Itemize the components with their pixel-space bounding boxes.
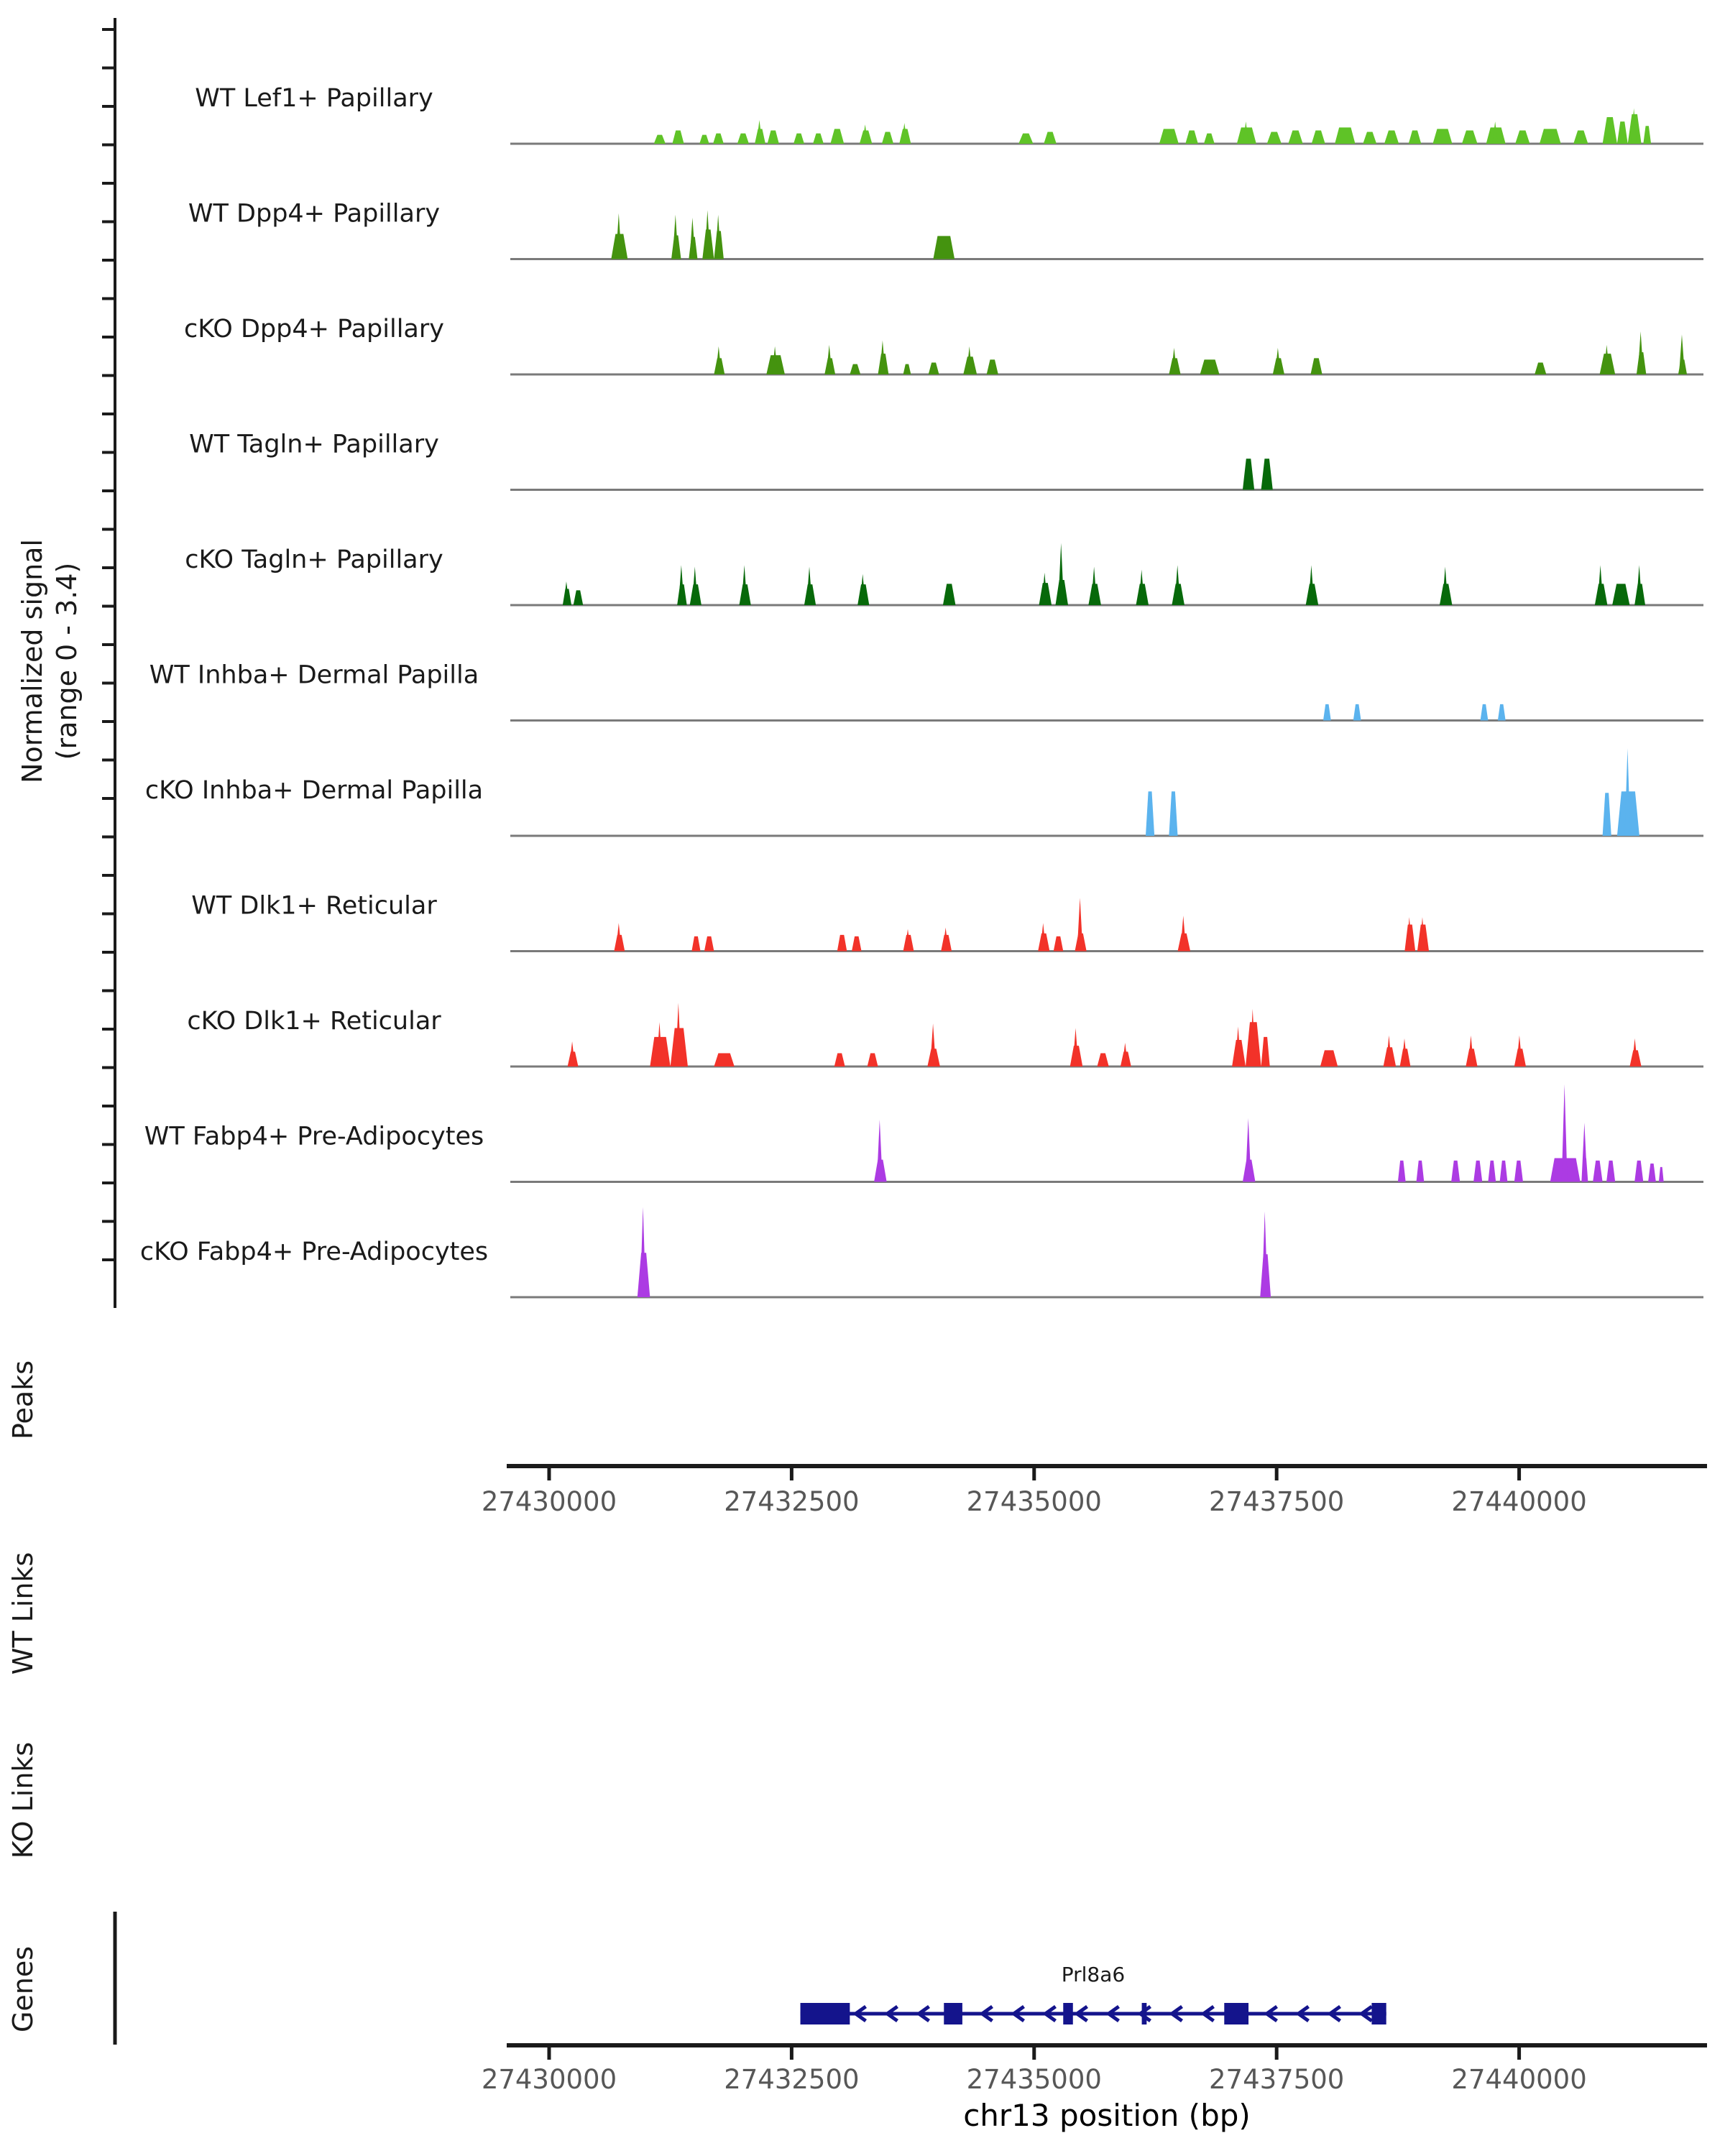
- track-label-wt-lef1: WT Lef1+ Papillary: [195, 84, 433, 113]
- gene-exon: [801, 2003, 850, 2024]
- track-label-cko-tagln: cKO Tagln+ Papillary: [185, 545, 443, 574]
- signal-peak: [1606, 1161, 1615, 1182]
- track-label-wt-inhba: WT Inhba+ Dermal Papilla: [149, 660, 479, 690]
- signal-peak: [943, 584, 956, 605]
- signal-peak: [672, 130, 684, 144]
- section-label-ko-links: KO Links: [7, 1741, 39, 1859]
- signal-peak: [1500, 1161, 1508, 1182]
- signal-peak: [1353, 704, 1361, 721]
- signal-peak: [1603, 793, 1611, 836]
- signal-peak: [1535, 363, 1546, 374]
- signal-peak: [713, 134, 724, 144]
- signal-peak: [1384, 130, 1399, 144]
- section-label-genes: Genes: [7, 1945, 39, 2033]
- track-label-wt-tagln: WT Tagln+ Papillary: [189, 430, 439, 459]
- x-axis-tick-label: 27430000: [481, 2064, 617, 2095]
- signal-peak: [882, 132, 893, 144]
- track-label-cko-inhba: cKO Inhba+ Dermal Papilla: [144, 776, 484, 805]
- signal-peak: [1320, 1050, 1338, 1067]
- track-label-wt-fabp4: WT Fabp4+ Pre-Adipocytes: [144, 1122, 484, 1151]
- signal-peak: [1462, 130, 1478, 144]
- signal-track-10: [638, 1207, 1271, 1297]
- signal-track-7: [614, 898, 1429, 951]
- signal-peak: [1363, 132, 1376, 144]
- signal-peak: [1044, 132, 1057, 144]
- signal-peak-spike: [1077, 898, 1083, 951]
- signal-peak: [1473, 1161, 1482, 1182]
- signal-y-axis: [102, 18, 115, 1308]
- signal-peak: [852, 936, 861, 952]
- signal-track-1: [611, 211, 954, 259]
- signal-peak-spike: [1679, 334, 1685, 374]
- signal-peak: [868, 1053, 878, 1067]
- signal-track-9: [874, 1084, 1664, 1182]
- signal-peak: [1261, 1037, 1270, 1067]
- signal-peak: [933, 236, 954, 259]
- signal-peak: [768, 130, 779, 144]
- gene-name-label: Prl8a6: [1061, 1963, 1126, 1986]
- section-label-wt-links: WT Links: [7, 1552, 39, 1675]
- signal-peak: [1323, 704, 1331, 721]
- signal-peak-spike: [1581, 1123, 1587, 1181]
- x-axis-tick-label: 27430000: [481, 1486, 617, 1517]
- signal-peak-spike: [1562, 1084, 1568, 1182]
- x-axis-tick-label: 27437500: [1209, 1486, 1345, 1517]
- signal-track-6: [1146, 749, 1639, 836]
- signal-peak: [1204, 134, 1215, 144]
- signal-peak: [1432, 129, 1452, 144]
- x-axis-tick-label: 27437500: [1209, 2064, 1345, 2095]
- signal-peak: [1335, 127, 1355, 144]
- signal-peak: [1648, 1164, 1656, 1182]
- signal-peak: [929, 363, 939, 374]
- signal-peak: [1417, 1161, 1425, 1182]
- signal-peak: [1603, 117, 1617, 144]
- signal-peak: [1612, 584, 1629, 605]
- signal-peak-spike: [640, 1207, 646, 1297]
- signal-peak: [1514, 1161, 1523, 1182]
- track-label-wt-dlk1: WT Dlk1+ Reticular: [191, 891, 437, 921]
- signal-peak: [1498, 704, 1506, 721]
- signal-peak: [987, 359, 998, 374]
- bottom-x-axis: [482, 2045, 1707, 2095]
- signal-peak: [1159, 129, 1179, 144]
- signal-peak: [1540, 129, 1561, 144]
- signal-peak: [850, 364, 860, 374]
- signal-peak: [1643, 126, 1651, 144]
- y-axis-label-line1: Normalized signal: [17, 539, 48, 783]
- track-label-cko-dlk1: cKO Dlk1+ Reticular: [187, 1007, 441, 1036]
- signal-peak: [830, 129, 844, 144]
- signal-peak: [1409, 130, 1422, 144]
- x-axis-tick-label: 27432500: [724, 2064, 860, 2095]
- signal-peak-spike: [1058, 543, 1064, 605]
- gene-exon: [1142, 2003, 1147, 2024]
- x-axis-tick-label: 27440000: [1451, 1486, 1587, 1517]
- signal-peak: [1634, 1161, 1643, 1182]
- signal-peak: [1312, 130, 1325, 144]
- signal-track-3: [1243, 459, 1273, 489]
- signal-peak: [574, 590, 583, 605]
- signal-peak: [1451, 1161, 1460, 1182]
- signal-peak: [1054, 936, 1063, 952]
- signal-peak: [1261, 459, 1273, 489]
- signal-peak: [699, 135, 709, 144]
- gene-exon: [1371, 2003, 1386, 2024]
- signal-peak-spike: [877, 1120, 883, 1181]
- signal-peak: [903, 364, 911, 374]
- signal-peak: [1593, 1161, 1602, 1182]
- signal-peak: [834, 1053, 845, 1067]
- signal-peak-spike: [1246, 1118, 1251, 1182]
- x-axis-tick-label: 27435000: [966, 1486, 1102, 1517]
- gene-exon: [1224, 2003, 1248, 2024]
- signal-peak: [1200, 359, 1220, 374]
- x-axis-tick-label: 27435000: [966, 2064, 1102, 2095]
- signal-track-2: [714, 331, 1687, 374]
- signal-peak: [1169, 791, 1177, 836]
- peaks-x-axis: [482, 1466, 1707, 1517]
- signal-peak: [1481, 704, 1489, 721]
- y-axis-label-line2: (range 0 - 3.4): [51, 562, 83, 760]
- signal-peak: [1018, 134, 1033, 144]
- track-label-cko-fabp4: cKO Fabp4+ Pre-Adipocytes: [139, 1238, 489, 1266]
- signal-peak: [1617, 121, 1628, 144]
- track-baselines: [510, 144, 1703, 1297]
- x-axis-tick-label: 27432500: [724, 1486, 860, 1517]
- signal-peak: [704, 936, 714, 952]
- signal-peak: [714, 1053, 734, 1067]
- signal-peak: [1310, 358, 1322, 374]
- signal-peak: [1573, 130, 1588, 144]
- section-label-peaks: Peaks: [7, 1360, 39, 1440]
- signal-peak: [1515, 130, 1530, 144]
- signal-peak: [813, 134, 824, 144]
- signal-peak: [837, 935, 847, 952]
- track-label-cko-dpp4: cKO Dpp4+ Papillary: [184, 315, 444, 344]
- signal-track-0: [654, 109, 1651, 144]
- signal-peak: [691, 936, 700, 952]
- signal-peak: [1267, 132, 1282, 144]
- gene-exon: [1063, 2003, 1072, 2024]
- gene-model: [801, 2003, 1386, 2024]
- signal-peak: [1398, 1161, 1406, 1182]
- signal-peak: [1146, 791, 1154, 836]
- track-label-wt-dpp4: WT Dpp4+ Papillary: [188, 199, 441, 229]
- signal-peak: [1185, 130, 1198, 144]
- signal-track-5: [1323, 704, 1506, 721]
- signal-peak: [737, 134, 749, 144]
- signal-peak: [794, 134, 804, 144]
- signal-peak: [1243, 459, 1254, 489]
- signal-peaks: [563, 109, 1687, 1297]
- signal-track-4: [563, 543, 1645, 605]
- x-axis-title: chr13 position (bp): [963, 2098, 1251, 2133]
- signal-peak: [1488, 1161, 1496, 1182]
- signal-peak: [1098, 1053, 1109, 1067]
- signal-peak: [1288, 130, 1302, 144]
- signal-peak: [654, 135, 666, 144]
- signal-peak: [1659, 1167, 1664, 1182]
- x-axis-tick-label: 27440000: [1451, 2064, 1587, 2095]
- gene-exon: [944, 2003, 962, 2024]
- signal-track-8: [568, 1003, 1642, 1067]
- signal-peak-spike: [930, 1023, 936, 1067]
